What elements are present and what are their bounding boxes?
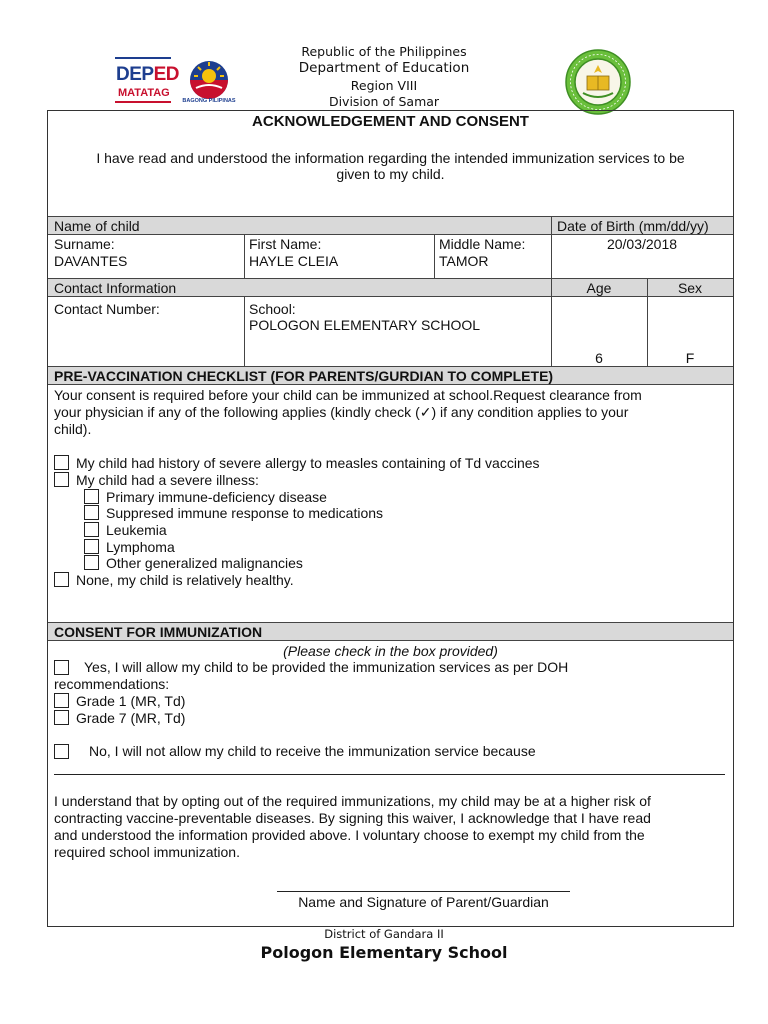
first-name-label: First Name: xyxy=(249,236,322,252)
grade-1-label: Grade 1 (MR, Td) xyxy=(76,693,186,709)
checkbox-lymphoma[interactable] xyxy=(84,539,99,554)
checklist-item-severe-illness: My child had a severe illness: xyxy=(76,472,259,488)
checklist-title: PRE-VACCINATION CHECKLIST (FOR PARENTS/GURDIAN TO COMPLETE) xyxy=(54,368,554,384)
waiver-line-1: I understand that by opting out of the required immunizations, my child may be at a higher risk of xyxy=(54,793,651,809)
footer-school: Pologon Elementary School xyxy=(260,943,508,962)
checkbox-severe-illness[interactable] xyxy=(54,472,69,487)
yes-allow-line-2: recommendations: xyxy=(54,676,170,692)
checkbox-relatively-healthy[interactable] xyxy=(54,572,69,587)
checklist-item-leukemia: Leukemia xyxy=(106,522,167,538)
middle-name-label: Middle Name: xyxy=(439,236,526,252)
consent-form xyxy=(47,110,734,927)
signature-line[interactable] xyxy=(277,891,570,892)
school-value: POLOGON ELEMENTARY SCHOOL xyxy=(249,317,481,333)
footer-district: District of Gandara II xyxy=(324,927,444,941)
yes-allow-line-1: Yes, I will allow my child to be provided the immunization services as per DOH xyxy=(84,659,569,675)
checkbox-no-allow[interactable] xyxy=(54,744,69,759)
contact-info-label: Contact Information xyxy=(54,280,177,296)
sex-label: Sex xyxy=(677,280,703,296)
header-republic: Republic of the Philippines xyxy=(301,44,467,59)
checklist-intro-1: Your consent is required before your child can be immunized at school.Request clearance from xyxy=(54,387,642,403)
checkbox-leukemia[interactable] xyxy=(84,522,99,537)
waiver-line-4: required school immunization. xyxy=(54,844,240,860)
consent-instruction: (Please check in the box provided) xyxy=(283,643,498,659)
signature-label: Name and Signature of Parent/Guardian xyxy=(298,894,549,910)
waiver-line-3: and understood the information provided above. I voluntary choose to exempt my child from the xyxy=(54,827,645,843)
deped-logo: DEPED MATATAG xyxy=(110,56,176,104)
checklist-item-generalized-malignancies: Other generalized malignancies xyxy=(106,555,303,571)
checkbox-severe-allergy[interactable] xyxy=(54,455,69,470)
checklist-item-primary-immune-deficiency: Primary immune-deficiency disease xyxy=(106,489,327,505)
checklist-intro-3: child). xyxy=(54,421,92,437)
checkbox-yes-allow[interactable] xyxy=(54,660,69,675)
header-department: Department of Education xyxy=(298,60,470,76)
no-allow-line: No, I will not allow my child to receive the immunization service because xyxy=(89,743,536,759)
first-name-value: HAYLE CLEIA xyxy=(249,253,339,269)
dob-value: 20/03/2018 xyxy=(606,236,678,252)
school-seal-emblem-icon xyxy=(565,49,631,115)
age-value: 6 xyxy=(595,350,603,366)
header-division: Division of Samar xyxy=(328,94,440,109)
checkbox-suppressed-immune-response[interactable] xyxy=(84,505,99,520)
form-title: ACKNOWLEDGEMENT AND CONSENT xyxy=(252,113,529,130)
consent-title: CONSENT FOR IMMUNIZATION xyxy=(54,624,263,640)
checklist-item-relatively-healthy: None, my child is relatively healthy. xyxy=(76,572,294,588)
checklist-item-severe-allergy: My child had history of severe allergy to measles containing of Td vaccines xyxy=(76,455,540,471)
name-of-child-label: Name of child xyxy=(54,218,140,234)
middle-name-value: TAMOR xyxy=(439,253,489,269)
checkbox-grade-7[interactable] xyxy=(54,710,69,725)
checkbox-generalized-malignancies[interactable] xyxy=(84,555,99,570)
checklist-item-lymphoma: Lymphoma xyxy=(106,539,175,555)
waiver-line-2: contracting vaccine-preventable diseases. By signing this waiver, I acknowledge that I have read xyxy=(54,810,651,826)
checkbox-grade-1[interactable] xyxy=(54,693,69,708)
surname-value: DAVANTES xyxy=(54,253,128,269)
bagong-pilipinas-logo: BAGONG PILIPINAS xyxy=(178,56,240,110)
school-label: School: xyxy=(249,301,296,317)
grade-7-label: Grade 7 (MR, Td) xyxy=(76,710,186,726)
school-seal xyxy=(565,49,631,115)
surname-label: Surname: xyxy=(54,236,115,252)
intro-line-1: I have read and understood the information regarding the intended immunization services to be xyxy=(96,150,685,166)
bagong-pilipinas-emblem-icon xyxy=(178,56,240,100)
dob-label: Date of Birth (mm/dd/yy) xyxy=(557,218,709,234)
reason-blank-line[interactable] xyxy=(54,774,725,775)
header-region: Region VIII xyxy=(350,78,418,93)
checklist-item-suppressed-immune-response: Suppresed immune response to medications xyxy=(106,505,384,521)
checkbox-primary-immune-deficiency[interactable] xyxy=(84,489,99,504)
contact-number-label: Contact Number: xyxy=(54,301,160,317)
checklist-intro-2: your physician if any of the following applies (kindly check (✓) if any condition applies to your xyxy=(54,404,629,420)
age-label: Age xyxy=(586,280,612,296)
intro-line-2: given to my child. xyxy=(336,166,445,182)
sex-value: F xyxy=(685,350,695,366)
